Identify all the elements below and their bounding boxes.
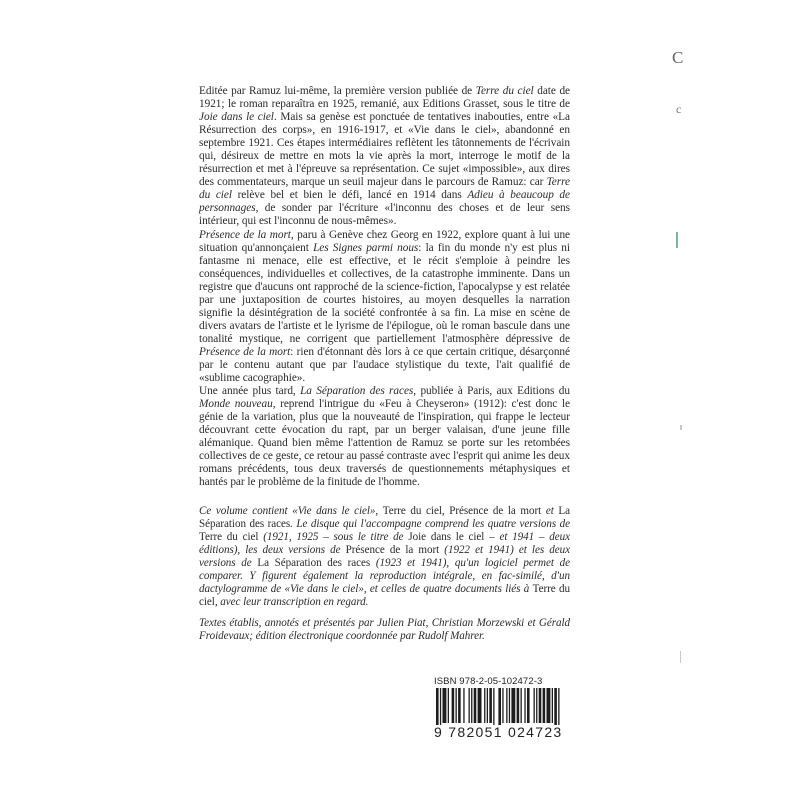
isbn-digits: 9 782051 024723 xyxy=(434,724,563,740)
text-run: . Le disque qui l'accompagne comprend les quatre versions de xyxy=(290,518,570,531)
text-run: et xyxy=(541,505,559,517)
barcode-bar xyxy=(524,688,525,723)
paragraph-1 xyxy=(199,85,570,229)
text-run: date de 1921; le roman reparaîtra en 1925, remanié, aux Editions Grasset, sous le titre de xyxy=(199,85,571,111)
barcode-bar xyxy=(498,688,501,725)
text-run: (1922 et 1941) et les deux versions de xyxy=(199,544,570,570)
barcode-bar xyxy=(539,688,542,723)
edge-letter-mark: C xyxy=(672,48,684,67)
barcode-bar xyxy=(527,688,530,723)
text-run: Terre du ciel xyxy=(199,583,570,609)
barcode-bar xyxy=(474,688,477,723)
barcode-bar xyxy=(452,688,455,723)
text-run: , paru à Genève chez Georg en 1922, explore quant à lui une situation qu'annonçaient xyxy=(199,228,571,254)
text-run: , de sonder par l'écriture «l'inconnu des choses et de leur sens intérieur, qui est l'inconnu de nous-mêmes». xyxy=(199,202,570,228)
barcode-bar xyxy=(509,688,510,723)
text-run: (1923 et 1941), qu'un logiciel permet de comparer. Y figurent également la reproduction intégrale, en fac-similé, d'un dactylogramme de «Vie dans le ciel», et celles de quatre documents liés à xyxy=(199,557,570,596)
text-run: : rien d'étonnant dès lors à ce que certain critique, désarçonné par le contenu autant que par l'audace stylistique du texte, l'ait qualifié de «sublime cacographie». xyxy=(199,345,570,385)
barcode-bar xyxy=(502,688,503,723)
edge-tick-mark xyxy=(680,425,682,430)
text-run: relève bel et bien le défi, lancé en 1914 dans xyxy=(231,189,468,202)
text-run: (1921, 1925 – sous le titre de xyxy=(258,531,409,544)
title-adieu: Adieu à beaucoup de personnages xyxy=(199,189,570,215)
barcode-bar xyxy=(547,688,551,723)
text-run: Joie dans le ciel xyxy=(408,531,485,544)
text-run: Terre du ciel, Présence de la mort xyxy=(382,505,542,517)
text-run: , reprend l'intrigue du «Feu à Cheyseron» (1912): c'est donc le génie de la variation, plus que la nouveauté de l'inspiration, qui frappe le lecteur découvrant cette évocation du rapt, par un berger valaisan, d'une jeune fille alémanique. Quand bien même l'attention de Ramuz se porte sur les retombées collectives de ce geste, ce retour au passé contraste avec l'esprit qui anime les deux romans précédents, tous deux traversés de questionnements métaphysiques et hantés par le problème de la finitude de l'homme. xyxy=(199,398,571,489)
credits-paragraph: Textes établis, annotés et présentés par Julien Piat, Christian Morzewski et Gérald Froidevaux; édition électronique coordonnée par Rudolf Mahrer. xyxy=(199,617,570,643)
barcode-bar xyxy=(489,688,492,723)
text-run: , publiée à Paris, aux Editions du xyxy=(413,385,570,398)
paragraph-2 xyxy=(199,229,570,386)
barcode-bar xyxy=(484,688,485,723)
text-run: La Séparation des races xyxy=(257,557,371,570)
text-run: Editée par Ramuz lui-même, la première version publiée de xyxy=(199,85,476,97)
barcode-bar xyxy=(436,688,439,725)
barcode-bar xyxy=(471,688,472,723)
contents-paragraph xyxy=(199,505,570,609)
barcode-bar xyxy=(511,688,515,723)
barcode-bar xyxy=(463,688,464,723)
barcode-bar xyxy=(543,688,546,723)
barcode-bar xyxy=(536,688,537,723)
barcode-bar xyxy=(443,688,447,723)
synopsis-text xyxy=(199,85,570,489)
title-terre-du-ciel: Terre du ciel xyxy=(475,85,534,97)
barcode-bar xyxy=(552,688,553,723)
title-presence-de-la-mort: Présence de la mort xyxy=(199,228,291,241)
isbn-label: ISBN 978-2-05-102472-3 xyxy=(434,676,543,687)
edge-tick-mark xyxy=(680,651,681,663)
paragraph-3 xyxy=(199,385,570,489)
title-joie-dans-le-ciel: Joie dans le ciel xyxy=(199,111,274,124)
barcode-bar xyxy=(493,688,494,725)
title-terre-du-ciel: Terre du ciel xyxy=(199,176,570,202)
edge-letter-mark: c xyxy=(676,102,682,116)
title-les-signes-parmi-nous: Les Signes parmi nous xyxy=(313,241,419,254)
text-run: . Mais sa genèse est ponctuée de tentatives inabouties, entre «La Résurrection des corps», en 1916-1917, et «Vie dans le ciel», abandonné en septembre 1921. Ces étapes intermédiaires reflètent les tâtonnements de l'écrivain qui, désireux de mettre en mots la vie après la mort, interroge le motif de la résurrection et met à l'épreuve sa représentation. Ce sujet «impossible», aux dires des commentateurs, marque un seuil majeur dans le parcours de Ramuz: car xyxy=(199,111,570,189)
isbn-barcode-block xyxy=(434,676,569,740)
barcode-bar xyxy=(478,688,482,723)
text-run: La Séparation des races xyxy=(199,505,570,531)
title-monde-nouveau: Monde nouveau xyxy=(199,398,273,411)
text-run: : la fin du monde n'y est plus ni fantasme ni menace, elle est effective, et le récit s'emploie à peindre les conséquences, individuelles et collectives, de la catastrophe imminente. Dans un registre que d'aucuns ont rapproché de la science-fiction, l'apocalypse y est relatée par une juxtaposition de courtes histoires, au moyen desquelles la narration signifie la désintégration de la société confrontée à sa fin. La mise en scène de divers avatars de l'artiste et le lyrisme de l'épilogue, où le roman bascule dans une tonalité mystique, ne corrigent que partiellement l'atmosphère dépressive de xyxy=(199,241,570,345)
volume-contents-note xyxy=(199,505,570,609)
barcode-bar xyxy=(517,688,520,723)
editorial-credits xyxy=(199,617,570,643)
barcode-bar xyxy=(558,688,559,725)
edge-color-mark xyxy=(676,232,678,248)
text-run: , avec leur transcription en regard. xyxy=(214,596,369,609)
barcode-bar xyxy=(440,688,441,725)
title-presence-de-la-mort: Présence de la mort xyxy=(199,345,291,358)
barcode-bar xyxy=(534,688,535,723)
barcode-bar xyxy=(554,688,557,725)
text-run: Une année plus tard, xyxy=(199,385,301,398)
barcode-bar xyxy=(469,688,470,723)
barcode-bar xyxy=(448,688,449,723)
barcode-bar xyxy=(456,688,457,723)
text-run: Présence de la mort xyxy=(345,544,440,557)
barcode-bar xyxy=(458,688,461,723)
text-run: Ce volume contient «Vie dans le ciel», xyxy=(199,505,383,517)
text-run: – et 1941 – deux éditions), les deux versions de xyxy=(199,531,570,557)
title-la-separation-des-races: La Séparation des races xyxy=(300,385,414,398)
barcode-bar xyxy=(521,688,522,723)
text-run: Terre du ciel xyxy=(199,531,259,544)
barcode-bar xyxy=(487,688,488,723)
barcode-icon xyxy=(436,688,567,725)
barcode-bar xyxy=(506,688,507,723)
